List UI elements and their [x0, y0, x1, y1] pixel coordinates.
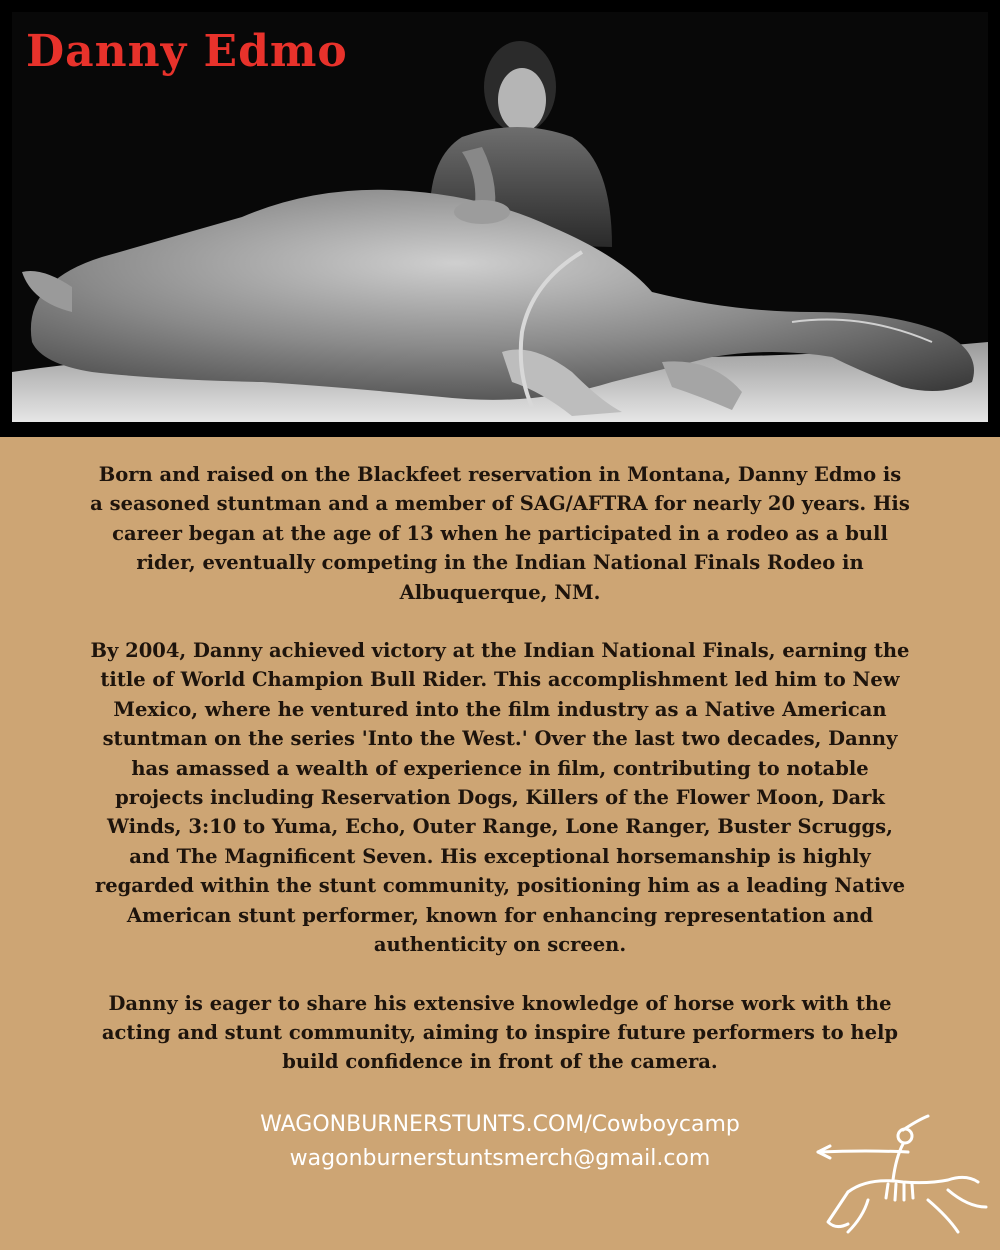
hero-frame — [0, 0, 1000, 437]
horse-rider-logo-icon — [808, 1112, 992, 1244]
contact-info — [150, 1108, 850, 1176]
website-link[interactable]: WAGONBURNERSTUNTS.COM/Cowboycamp — [260, 1112, 740, 1137]
email-link[interactable]: wagonburnerstuntsmerch@gmail.com — [289, 1146, 711, 1171]
bio-paragraph: Danny is eager to share his extensive knowledge of horse work with the acting and stunt community, aiming to inspire future performers to help build confidence in front of the camera. — [101, 991, 899, 1074]
bio-paragraph: By 2004, Danny achieved victory at the Indian National Finals, earning the title of World Champion Bull Rider. This accomplishment led him to New Mexico, where he ventured into the film industry as a Native American stuntman on the series 'Into the West.' Over the last two decades, Danny has amassed a wealth of experience in film, contributing to notable projects including Reservation Dogs, Killers of the Flower Moon, Dark Winds, 3:10 to Yuma, Echo, Outer Range, Lone Ranger, Buster Scruggs, and The Magnificent Seven. His exceptional horsemanship is highly regarded within the stunt community, positioning him as a leading Native American stunt performer, known for enhancing representation and authenticity on screen. — [90, 639, 910, 957]
bio-paragraph: Born and raised on the Blackfeet reservation in Montana, Danny Edmo is a seasoned stuntman and a member of SAG/AFTRA for nearly 20 years. His career began at the age of 13 when he participated in a rodeo as a bull rider, eventually competing in the Indian National Finals Rodeo in Albuquerque, NM. — [90, 463, 910, 604]
page-title: Danny Edmo — [26, 26, 348, 77]
bio-text — [90, 460, 910, 1077]
